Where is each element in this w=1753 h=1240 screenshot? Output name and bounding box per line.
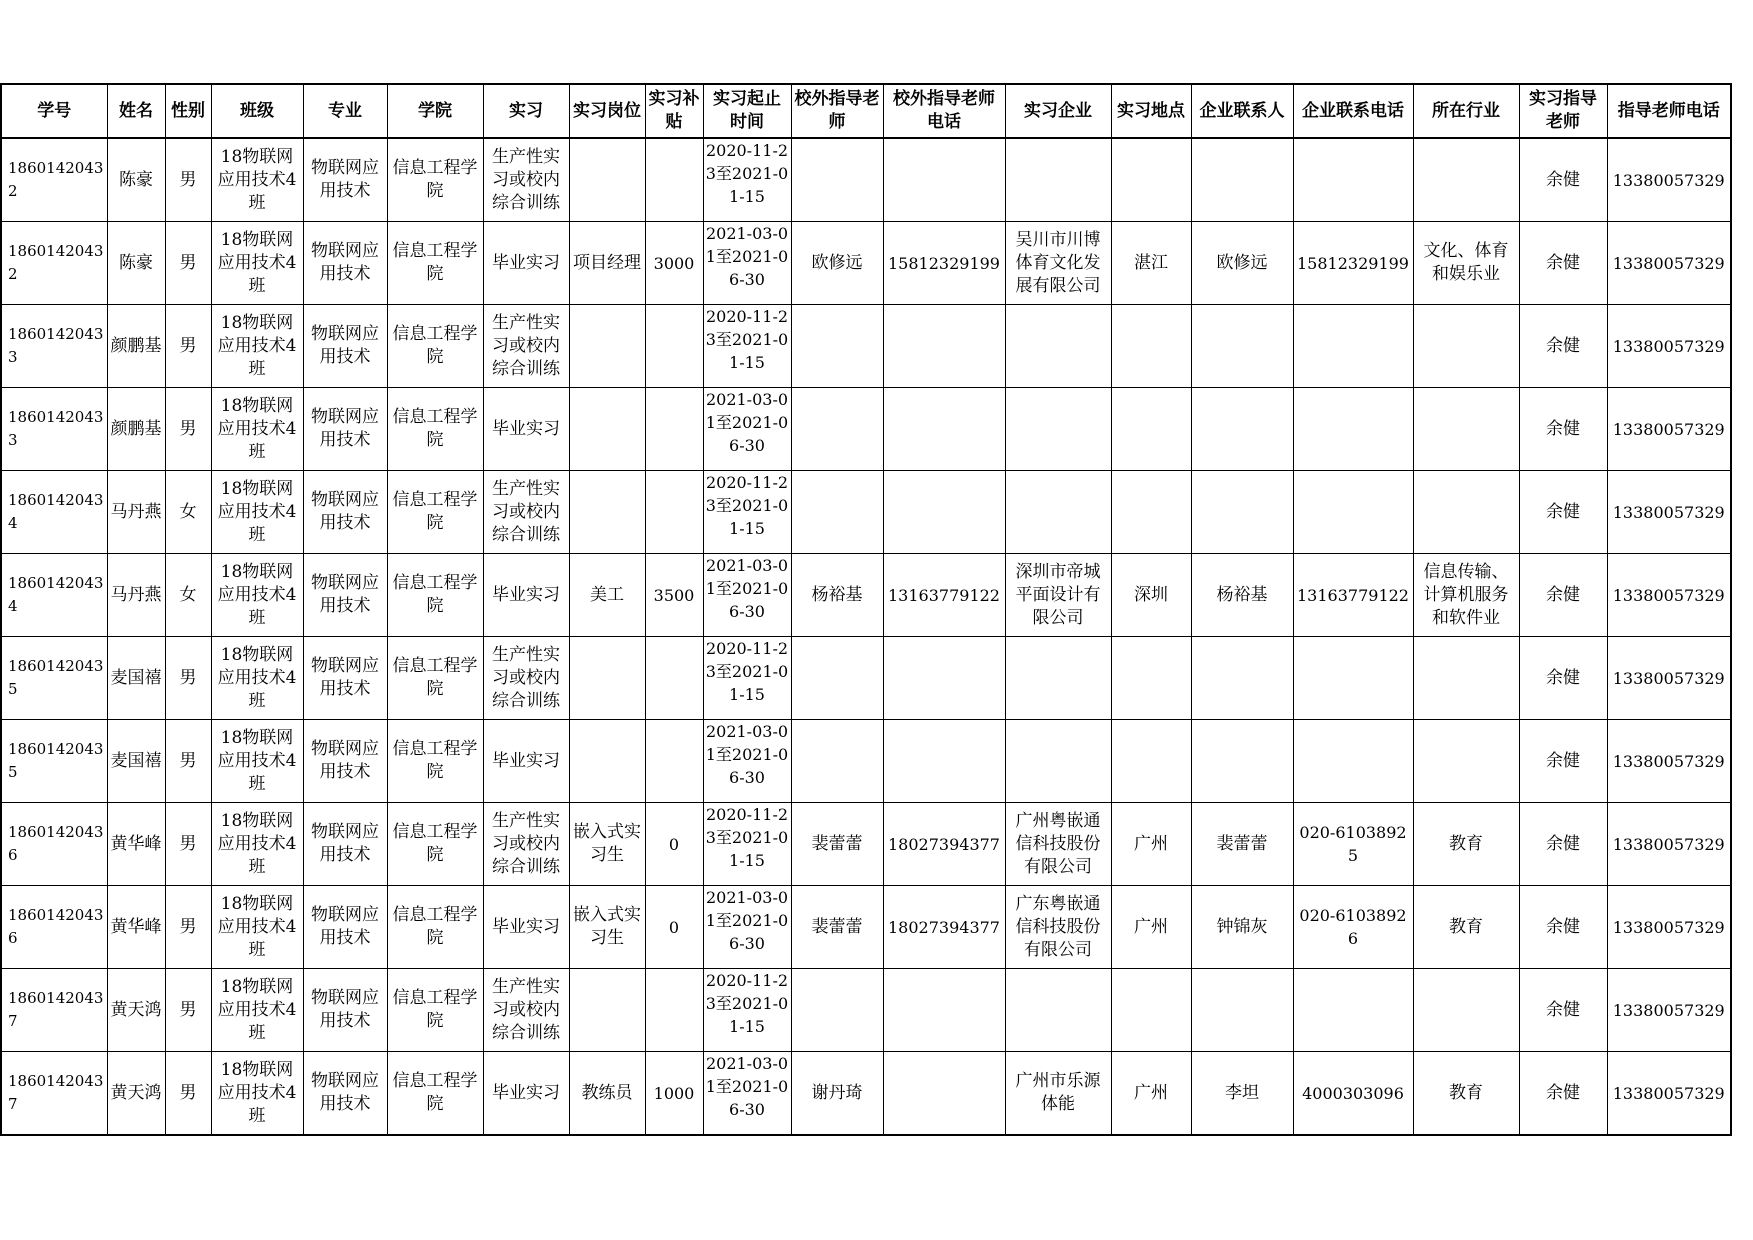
cell-period — [703, 554, 791, 637]
table-row — [1, 222, 1731, 305]
cell-external-advisor-phone — [883, 720, 1005, 803]
cell-external-advisor — [791, 637, 883, 720]
cell-gender: 男 — [165, 720, 211, 803]
cell-position — [569, 720, 645, 803]
header-industry: 所在行业 — [1413, 84, 1519, 138]
cell-advisor-phone: 13380057329 — [1607, 554, 1731, 637]
header-student-id: 学号 — [1, 84, 107, 138]
cell-company-phone: 15812329199 — [1293, 222, 1413, 305]
header-position: 实习岗位 — [569, 84, 645, 138]
cell-gender: 女 — [165, 554, 211, 637]
cell-internship-advisor: 余健 — [1519, 471, 1607, 554]
period-text: 2021-03-01至2021-06-30 — [705, 722, 789, 787]
table-row — [1, 1052, 1731, 1136]
cell-college: 信息工程学院 — [387, 554, 483, 637]
cell-stipend — [645, 138, 703, 222]
period-text: 2020-11-23至2021-01-15 — [705, 639, 789, 704]
table-row — [1, 554, 1731, 637]
cell-major: 物联网应用技术 — [303, 720, 387, 803]
cell-company-phone — [1293, 471, 1413, 554]
cell-period — [703, 222, 791, 305]
cell-external-advisor-phone — [883, 138, 1005, 222]
cell-position — [569, 637, 645, 720]
period-text: 2020-11-23至2021-01-15 — [705, 307, 789, 372]
cell-stipend: 3500 — [645, 554, 703, 637]
cell-major: 物联网应用技术 — [303, 803, 387, 886]
header-major: 专业 — [303, 84, 387, 138]
cell-advisor-phone: 13380057329 — [1607, 720, 1731, 803]
cell-location: 广州 — [1111, 1052, 1191, 1136]
cell-external-advisor: 欧修远 — [791, 222, 883, 305]
cell-advisor-phone: 13380057329 — [1607, 1052, 1731, 1136]
cell-company-phone: 020-61038925 — [1293, 803, 1413, 886]
cell-name: 麦国禧 — [107, 720, 165, 803]
cell-name: 陈豪 — [107, 138, 165, 222]
cell-advisor-phone: 13380057329 — [1607, 305, 1731, 388]
cell-advisor-phone: 13380057329 — [1607, 388, 1731, 471]
cell-stipend: 1000 — [645, 1052, 703, 1136]
cell-period — [703, 637, 791, 720]
cell-college: 信息工程学院 — [387, 388, 483, 471]
cell-advisor-phone: 13380057329 — [1607, 138, 1731, 222]
cell-student-id: 18601420433 — [1, 305, 107, 388]
cell-student-id: 18601420432 — [1, 222, 107, 305]
cell-external-advisor — [791, 305, 883, 388]
cell-industry: 信息传输、计算机服务和软件业 — [1413, 554, 1519, 637]
cell-external-advisor: 裴蕾蕾 — [791, 886, 883, 969]
cell-company: 广州市乐源体能 — [1005, 1052, 1111, 1136]
cell-company-contact — [1191, 720, 1293, 803]
cell-company-contact: 杨裕基 — [1191, 554, 1293, 637]
cell-company — [1005, 969, 1111, 1052]
cell-internship-advisor: 余健 — [1519, 305, 1607, 388]
cell-major: 物联网应用技术 — [303, 471, 387, 554]
cell-name: 黄华峰 — [107, 803, 165, 886]
cell-period — [703, 803, 791, 886]
cell-class: 18物联网应用技术4班 — [211, 1052, 303, 1136]
header-external-advisor-phone: 校外指导老师电话 — [883, 84, 1005, 138]
cell-company — [1005, 305, 1111, 388]
cell-external-advisor — [791, 388, 883, 471]
cell-external-advisor — [791, 138, 883, 222]
cell-student-id: 18601420436 — [1, 803, 107, 886]
period-text: 2021-03-01至2021-06-30 — [705, 888, 789, 953]
cell-period — [703, 720, 791, 803]
cell-college: 信息工程学院 — [387, 222, 483, 305]
header-period: 实习起止时间 — [703, 84, 791, 138]
cell-industry — [1413, 720, 1519, 803]
cell-industry — [1413, 388, 1519, 471]
cell-external-advisor-phone — [883, 471, 1005, 554]
cell-major: 物联网应用技术 — [303, 222, 387, 305]
cell-stipend: 0 — [645, 803, 703, 886]
cell-company-contact: 李坦 — [1191, 1052, 1293, 1136]
period-text: 2021-03-01至2021-06-30 — [705, 556, 789, 621]
cell-internship-advisor: 余健 — [1519, 388, 1607, 471]
cell-industry — [1413, 471, 1519, 554]
cell-gender: 男 — [165, 388, 211, 471]
table-row — [1, 138, 1731, 222]
cell-external-advisor-phone — [883, 1052, 1005, 1136]
cell-major: 物联网应用技术 — [303, 138, 387, 222]
cell-company: 吴川市川博体育文化发展有限公司 — [1005, 222, 1111, 305]
header-college: 学院 — [387, 84, 483, 138]
cell-external-advisor — [791, 720, 883, 803]
cell-industry: 文化、体育和娱乐业 — [1413, 222, 1519, 305]
table-row — [1, 969, 1731, 1052]
cell-college: 信息工程学院 — [387, 720, 483, 803]
cell-company-contact — [1191, 305, 1293, 388]
cell-external-advisor: 谢丹琦 — [791, 1052, 883, 1136]
cell-stipend: 3000 — [645, 222, 703, 305]
cell-internship-type: 生产性实习或校内综合训练 — [483, 637, 569, 720]
cell-major: 物联网应用技术 — [303, 388, 387, 471]
header-company-contact: 企业联系人 — [1191, 84, 1293, 138]
cell-advisor-phone: 13380057329 — [1607, 969, 1731, 1052]
header-gender: 性别 — [165, 84, 211, 138]
cell-company: 深圳市帝城平面设计有限公司 — [1005, 554, 1111, 637]
header-stipend: 实习补贴 — [645, 84, 703, 138]
cell-internship-type: 毕业实习 — [483, 554, 569, 637]
cell-class: 18物联网应用技术4班 — [211, 886, 303, 969]
cell-position: 嵌入式实习生 — [569, 886, 645, 969]
cell-internship-type: 毕业实习 — [483, 720, 569, 803]
cell-company-contact — [1191, 138, 1293, 222]
cell-gender: 男 — [165, 222, 211, 305]
cell-stipend: 0 — [645, 886, 703, 969]
table-row — [1, 637, 1731, 720]
table-row — [1, 471, 1731, 554]
period-text: 2021-03-01至2021-06-30 — [705, 224, 789, 289]
cell-gender: 男 — [165, 138, 211, 222]
header-internship-type: 实习 — [483, 84, 569, 138]
header-company-phone: 企业联系电话 — [1293, 84, 1413, 138]
cell-position — [569, 138, 645, 222]
cell-company — [1005, 720, 1111, 803]
cell-company-contact — [1191, 471, 1293, 554]
cell-advisor-phone: 13380057329 — [1607, 222, 1731, 305]
cell-internship-advisor: 余健 — [1519, 554, 1607, 637]
cell-name: 陈豪 — [107, 222, 165, 305]
cell-class: 18物联网应用技术4班 — [211, 138, 303, 222]
cell-company — [1005, 471, 1111, 554]
table-row — [1, 388, 1731, 471]
cell-industry: 教育 — [1413, 886, 1519, 969]
cell-company-contact — [1191, 388, 1293, 471]
cell-company: 广东粤嵌通信科技股份有限公司 — [1005, 886, 1111, 969]
cell-internship-advisor: 余健 — [1519, 720, 1607, 803]
cell-location — [1111, 969, 1191, 1052]
cell-stipend — [645, 720, 703, 803]
cell-name: 马丹燕 — [107, 471, 165, 554]
header-row — [1, 84, 1731, 138]
cell-internship-type: 毕业实习 — [483, 222, 569, 305]
cell-company-phone: 020-61038926 — [1293, 886, 1413, 969]
cell-college: 信息工程学院 — [387, 138, 483, 222]
cell-external-advisor-phone — [883, 305, 1005, 388]
cell-stipend — [645, 471, 703, 554]
cell-position: 嵌入式实习生 — [569, 803, 645, 886]
table-row — [1, 886, 1731, 969]
cell-name: 马丹燕 — [107, 554, 165, 637]
cell-external-advisor-phone: 18027394377 — [883, 803, 1005, 886]
cell-name: 颜鹏基 — [107, 305, 165, 388]
cell-student-id: 18601420437 — [1, 969, 107, 1052]
cell-class: 18物联网应用技术4班 — [211, 554, 303, 637]
cell-period — [703, 471, 791, 554]
cell-student-id: 18601420436 — [1, 886, 107, 969]
period-text: 2020-11-23至2021-01-15 — [705, 805, 789, 870]
cell-company — [1005, 388, 1111, 471]
cell-gender: 男 — [165, 803, 211, 886]
cell-industry: 教育 — [1413, 803, 1519, 886]
cell-college: 信息工程学院 — [387, 803, 483, 886]
cell-company-phone: 13163779122 — [1293, 554, 1413, 637]
header-internship-advisor: 实习指导老师 — [1519, 84, 1607, 138]
cell-stipend — [645, 305, 703, 388]
cell-internship-advisor: 余健 — [1519, 1052, 1607, 1136]
cell-location: 深圳 — [1111, 554, 1191, 637]
cell-industry: 教育 — [1413, 1052, 1519, 1136]
cell-name: 黄华峰 — [107, 886, 165, 969]
header-company: 实习企业 — [1005, 84, 1111, 138]
cell-student-id: 18601420432 — [1, 138, 107, 222]
internship-table — [0, 83, 1732, 1136]
cell-college: 信息工程学院 — [387, 1052, 483, 1136]
cell-company-phone — [1293, 969, 1413, 1052]
cell-major: 物联网应用技术 — [303, 969, 387, 1052]
cell-company — [1005, 138, 1111, 222]
cell-college: 信息工程学院 — [387, 969, 483, 1052]
cell-location — [1111, 138, 1191, 222]
cell-internship-type: 生产性实习或校内综合训练 — [483, 138, 569, 222]
cell-period — [703, 305, 791, 388]
cell-external-advisor-phone: 13163779122 — [883, 554, 1005, 637]
cell-advisor-phone: 13380057329 — [1607, 471, 1731, 554]
cell-location — [1111, 637, 1191, 720]
period-text: 2021-03-01至2021-06-30 — [705, 390, 789, 455]
cell-location: 广州 — [1111, 886, 1191, 969]
cell-internship-type: 生产性实习或校内综合训练 — [483, 471, 569, 554]
cell-student-id: 18601420434 — [1, 554, 107, 637]
cell-company: 广州粤嵌通信科技股份有限公司 — [1005, 803, 1111, 886]
cell-external-advisor-phone: 18027394377 — [883, 886, 1005, 969]
cell-external-advisor: 裴蕾蕾 — [791, 803, 883, 886]
cell-location: 湛江 — [1111, 222, 1191, 305]
header-class: 班级 — [211, 84, 303, 138]
cell-class: 18物联网应用技术4班 — [211, 388, 303, 471]
cell-industry — [1413, 637, 1519, 720]
cell-name: 黄天鸿 — [107, 969, 165, 1052]
period-text: 2021-03-01至2021-06-30 — [705, 1054, 789, 1119]
cell-class: 18物联网应用技术4班 — [211, 637, 303, 720]
cell-student-id: 18601420433 — [1, 388, 107, 471]
cell-position — [569, 388, 645, 471]
cell-gender: 女 — [165, 471, 211, 554]
cell-location — [1111, 305, 1191, 388]
cell-advisor-phone: 13380057329 — [1607, 886, 1731, 969]
cell-company-contact: 欧修远 — [1191, 222, 1293, 305]
cell-industry — [1413, 969, 1519, 1052]
cell-student-id: 18601420437 — [1, 1052, 107, 1136]
cell-internship-type: 毕业实习 — [483, 1052, 569, 1136]
cell-internship-type: 毕业实习 — [483, 388, 569, 471]
cell-external-advisor-phone — [883, 969, 1005, 1052]
cell-industry — [1413, 305, 1519, 388]
cell-name: 颜鹏基 — [107, 388, 165, 471]
cell-position — [569, 305, 645, 388]
cell-class: 18物联网应用技术4班 — [211, 471, 303, 554]
cell-internship-advisor: 余健 — [1519, 803, 1607, 886]
cell-external-advisor — [791, 471, 883, 554]
cell-internship-advisor: 余健 — [1519, 969, 1607, 1052]
cell-internship-advisor: 余健 — [1519, 222, 1607, 305]
cell-company-contact — [1191, 969, 1293, 1052]
cell-college: 信息工程学院 — [387, 886, 483, 969]
cell-gender: 男 — [165, 305, 211, 388]
cell-student-id: 18601420435 — [1, 720, 107, 803]
cell-class: 18物联网应用技术4班 — [211, 969, 303, 1052]
cell-major: 物联网应用技术 — [303, 554, 387, 637]
cell-major: 物联网应用技术 — [303, 305, 387, 388]
cell-period — [703, 886, 791, 969]
cell-external-advisor: 杨裕基 — [791, 554, 883, 637]
cell-period — [703, 138, 791, 222]
table-row — [1, 803, 1731, 886]
cell-major: 物联网应用技术 — [303, 637, 387, 720]
cell-name: 黄天鸿 — [107, 1052, 165, 1136]
header-external-advisor: 校外指导老师 — [791, 84, 883, 138]
period-text: 2020-11-23至2021-01-15 — [705, 473, 789, 538]
cell-company-contact: 裴蕾蕾 — [1191, 803, 1293, 886]
cell-class: 18物联网应用技术4班 — [211, 720, 303, 803]
cell-location — [1111, 720, 1191, 803]
cell-period — [703, 1052, 791, 1136]
cell-company-phone — [1293, 720, 1413, 803]
cell-student-id: 18601420435 — [1, 637, 107, 720]
cell-internship-advisor: 余健 — [1519, 886, 1607, 969]
cell-company-contact: 钟锦灰 — [1191, 886, 1293, 969]
cell-stipend — [645, 637, 703, 720]
cell-stipend — [645, 969, 703, 1052]
cell-position — [569, 969, 645, 1052]
header-advisor-phone: 指导老师电话 — [1607, 84, 1731, 138]
cell-location — [1111, 471, 1191, 554]
cell-company-phone: 4000303096 — [1293, 1052, 1413, 1136]
cell-internship-type: 毕业实习 — [483, 886, 569, 969]
cell-external-advisor-phone: 15812329199 — [883, 222, 1005, 305]
cell-internship-advisor: 余健 — [1519, 637, 1607, 720]
cell-internship-type: 生产性实习或校内综合训练 — [483, 803, 569, 886]
cell-college: 信息工程学院 — [387, 637, 483, 720]
cell-company — [1005, 637, 1111, 720]
cell-internship-type: 生产性实习或校内综合训练 — [483, 305, 569, 388]
cell-class: 18物联网应用技术4班 — [211, 222, 303, 305]
cell-class: 18物联网应用技术4班 — [211, 305, 303, 388]
cell-position: 美工 — [569, 554, 645, 637]
cell-company-phone — [1293, 637, 1413, 720]
table-row — [1, 720, 1731, 803]
cell-major: 物联网应用技术 — [303, 1052, 387, 1136]
cell-location — [1111, 388, 1191, 471]
cell-major: 物联网应用技术 — [303, 886, 387, 969]
cell-college: 信息工程学院 — [387, 471, 483, 554]
cell-stipend — [645, 388, 703, 471]
cell-name: 麦国禧 — [107, 637, 165, 720]
cell-position: 项目经理 — [569, 222, 645, 305]
cell-internship-advisor: 余健 — [1519, 138, 1607, 222]
cell-external-advisor-phone — [883, 388, 1005, 471]
cell-external-advisor — [791, 969, 883, 1052]
cell-advisor-phone: 13380057329 — [1607, 637, 1731, 720]
cell-college: 信息工程学院 — [387, 305, 483, 388]
cell-gender: 男 — [165, 969, 211, 1052]
cell-company-phone — [1293, 138, 1413, 222]
table-row — [1, 305, 1731, 388]
header-name: 姓名 — [107, 84, 165, 138]
cell-class: 18物联网应用技术4班 — [211, 803, 303, 886]
cell-gender: 男 — [165, 1052, 211, 1136]
cell-period — [703, 969, 791, 1052]
period-text: 2020-11-23至2021-01-15 — [705, 971, 789, 1036]
cell-external-advisor-phone — [883, 637, 1005, 720]
cell-position — [569, 471, 645, 554]
period-text: 2020-11-23至2021-01-15 — [705, 141, 789, 206]
cell-gender: 男 — [165, 637, 211, 720]
cell-period — [703, 388, 791, 471]
cell-company-contact — [1191, 637, 1293, 720]
cell-position: 教练员 — [569, 1052, 645, 1136]
cell-location: 广州 — [1111, 803, 1191, 886]
cell-advisor-phone: 13380057329 — [1607, 803, 1731, 886]
header-location: 实习地点 — [1111, 84, 1191, 138]
cell-company-phone — [1293, 305, 1413, 388]
cell-gender: 男 — [165, 886, 211, 969]
cell-student-id: 18601420434 — [1, 471, 107, 554]
cell-company-phone — [1293, 388, 1413, 471]
cell-industry — [1413, 138, 1519, 222]
cell-internship-type: 生产性实习或校内综合训练 — [483, 969, 569, 1052]
